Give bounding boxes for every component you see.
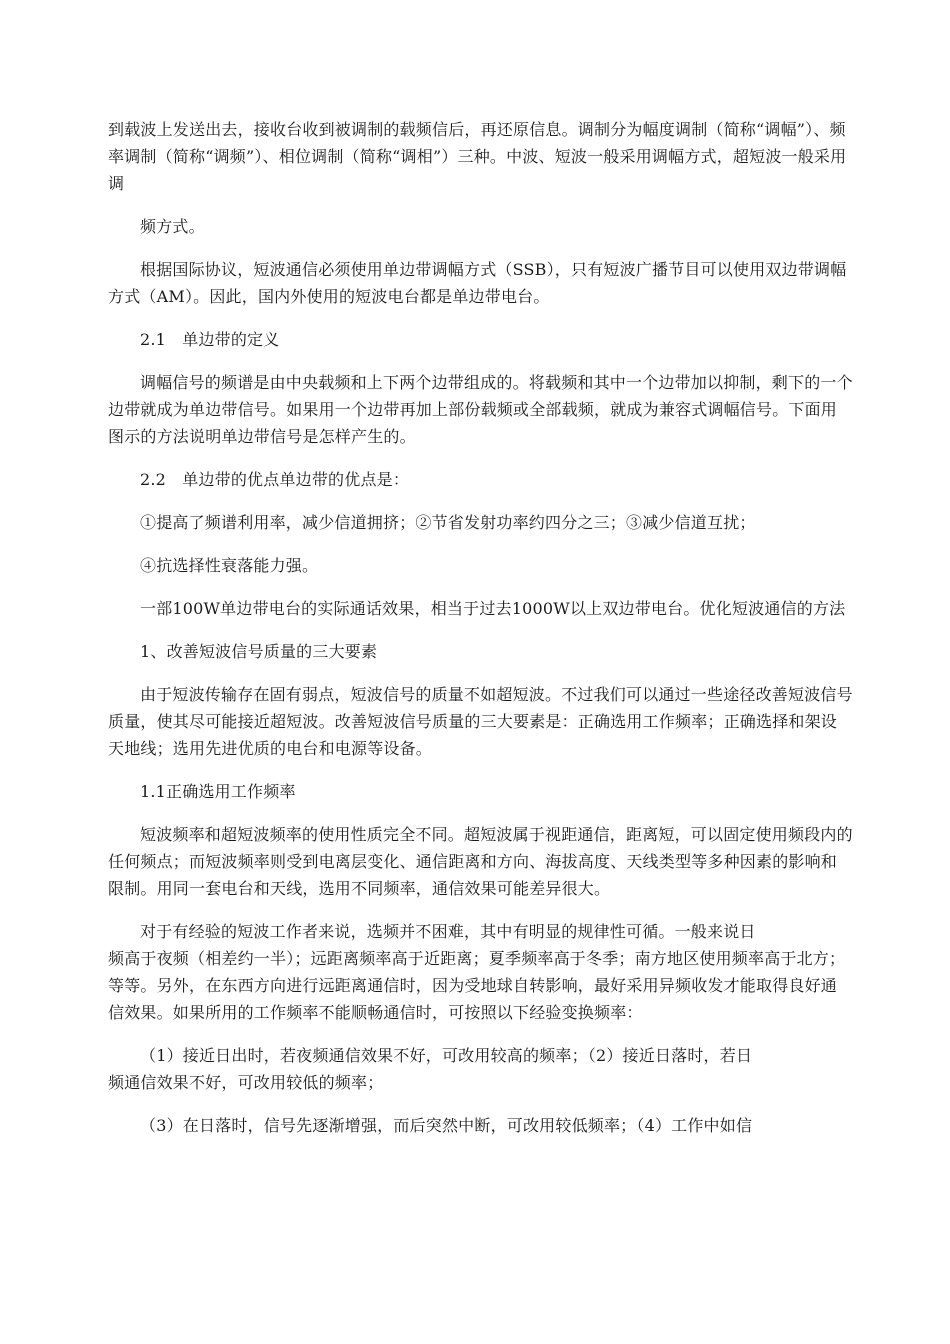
section-heading-2-1: 2.1 单边带的定义: [140, 330, 280, 349]
paragraph-5: 调幅信号的频谱是由中央载频和上下两个边带组成的。将载频和其中一个边带加以抑制，剩下的一个边带就成为单边带信号。如果用一个边带再加上部份载频或全部载频，就成为兼容式调幅信号。下面用图示的方法说明单边带信号是怎样产生的。: [108, 373, 853, 446]
paragraph-11: 由于短波传输存在固有弱点，短波信号的质量不如超短波。不过我们可以通过一些途径改善短波信号质量，使其尽可能接近超短波。改善短波信号质量的三大要素是：正确选用工作频率；正确选择和架设天地线；选用先进优质的电台和电源等设备。: [108, 685, 853, 758]
section-heading-1: 1、改善短波信号质量的三大要素: [140, 642, 378, 661]
paragraph-14: 对于有经验的短波工作者来说，选频并不困难，其中有明显的规律性可循。一般来说日 频高于夜频（相差约一半）；远距离频率高于近距离；夏季频率高于冬季；南方地区使用频率高于北方；等等。另外，在东西方向进行远距离通信时，因为受地球自转影响，最好采用异频收发才能取得良好通信效果。如果所用的工作频率不能顺畅通信时，可按照以下经验变换频率：: [108, 922, 846, 1022]
section-heading-2-2: 2.2 单边带的优点单边带的优点是：: [140, 470, 410, 489]
list-item-advantages-1: ①提高了频谱利用率，减少信道拥挤；②节省发射功率约四分之三；③减少信道互扰；: [140, 513, 756, 532]
paragraph-2: 频方式。: [140, 217, 205, 236]
section-heading-1-1: 1.1正确选用工作频率: [140, 782, 296, 801]
paragraph-3: 根据国际协议，短波通信必须使用单边带调幅方式（SSB），只有短波广播节目可以使用双边带调幅方式（AM）。因此，国内外使用的短波电台都是单边带电台。: [108, 260, 847, 306]
document-body: [108, 116, 853, 1155]
paragraph-13: 短波频率和超短波频率的使用性质完全不同。超短波属于视距通信，距离短，可以固定使用频段内的任何频点；而短波频率则受到电离层变化、通信距离和方向、海拔高度、天线类型等多种因素的影响和限制。用同一套电台和天线，选用不同频率，通信效果可能差异很大。: [108, 825, 853, 898]
paragraph-16: （3）在日落时，信号先逐渐增强，而后突然中断，可改用较低频率；（4）工作中如信: [140, 1116, 753, 1135]
paragraph-9: 一部100W单边带电台的实际通话效果，相当于过去1000W以上双边带电台。优化短波通信的方法: [140, 599, 846, 618]
paragraph-15: （1）接近日出时，若夜频通信效果不好，可改用较高的频率；（2）接近日落时，若日 频通信效果不好，可改用较低的频率；: [108, 1046, 753, 1092]
paragraph-1: 到载波上发送出去，接收台收到被调制的载频信后，再还原信息。调制分为幅度调制（简称“调幅”）、频率调制（简称“调频”）、相位调制（简称“调相”）三种。中波、短波一般采用调幅方式，超短波一般采用调: [108, 120, 847, 193]
list-item-advantages-2: ④抗选择性衰落能力强。: [140, 556, 319, 575]
